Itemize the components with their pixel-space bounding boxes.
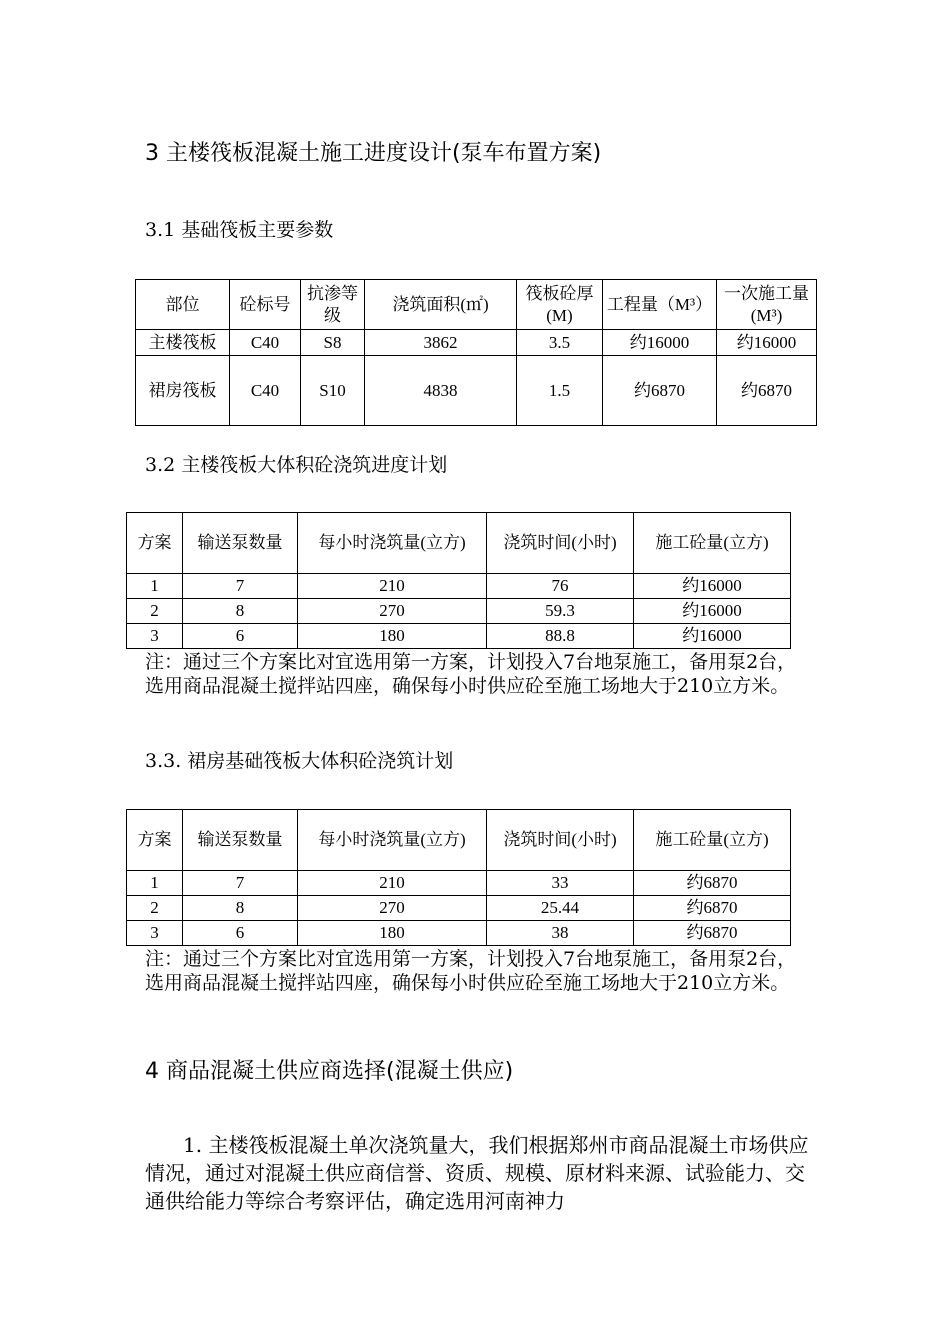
header-cell: 方案 [127, 513, 183, 574]
table-cell: 6 [183, 624, 298, 649]
table-cell: 3862 [365, 330, 517, 356]
header-cell: 抗渗等级 [301, 280, 365, 330]
section-4-paragraph: 1. 主楼筏板混凝土单次浇筑量大，我们根据郑州市商品混凝土市场供应情况，通过对混凝土供应商信誉、资质、规模、原材料来源、试验能力、交通供给能力等综合考察评估，确定选用河南神力 [145, 1133, 809, 1213]
table-cell: 180 [298, 624, 487, 649]
table-header-row [136, 280, 817, 330]
table-cell: 约6870 [634, 896, 791, 921]
table-cell: 2 [127, 599, 183, 624]
table-cell: 2 [127, 896, 183, 921]
table-cell: 210 [298, 871, 487, 896]
table-cell: 裙房筏板 [136, 356, 230, 426]
table-cell: 7 [183, 574, 298, 599]
table-cell: 1 [127, 871, 183, 896]
table-cell: 76 [487, 574, 634, 599]
table-cell: 4838 [365, 356, 517, 426]
header-cell: 工程量（M³） [603, 280, 717, 330]
table-cell: 59.3 [487, 599, 634, 624]
table-cell: 270 [298, 896, 487, 921]
table-cell: 主楼筏板 [136, 330, 230, 356]
header-cell: 输送泵数量 [183, 513, 298, 574]
table-cell: C40 [230, 356, 301, 426]
table-cell: 1.5 [517, 356, 603, 426]
header-cell: 施工砼量(立方) [634, 810, 791, 871]
table-cell: C40 [230, 330, 301, 356]
table-cell: 7 [183, 871, 298, 896]
header-cell: 每小时浇筑量(立方) [298, 810, 487, 871]
table-cell: 8 [183, 599, 298, 624]
header-cell: 浇筑面积(㎡) [365, 280, 517, 330]
header-cell: 每小时浇筑量(立方) [298, 513, 487, 574]
table-cell: 约16000 [603, 330, 717, 356]
header-cell: 方案 [127, 810, 183, 871]
table-header-row [127, 810, 791, 871]
table-cell: 88.8 [487, 624, 634, 649]
header-cell: 一次施工量(M³) [717, 280, 817, 330]
main-building-pour-plan-table [126, 512, 791, 649]
table-cell: 38 [487, 921, 634, 946]
section-3-title: 3 主楼筏板混凝土施工进度设计(泵车布置方案) [145, 141, 602, 166]
table-row [127, 624, 791, 649]
table-cell: 210 [298, 574, 487, 599]
table-cell: 3 [127, 624, 183, 649]
table-row [127, 896, 791, 921]
header-cell: 砼标号 [230, 280, 301, 330]
table-cell: 约16000 [634, 599, 791, 624]
table-cell: 8 [183, 896, 298, 921]
section-3-2-title: 3.2 主楼筏板大体积砼浇筑进度计划 [145, 454, 448, 476]
table-cell: 270 [298, 599, 487, 624]
section-3-3-title: 3.3. 裙房基础筏板大体积砼浇筑计划 [145, 750, 454, 772]
table-cell: 约16000 [634, 574, 791, 599]
table-cell: 约6870 [717, 356, 817, 426]
section-3-3-note: 注：通过三个方案比对宜选用第一方案，计划投入7台地泵施工，备用泵2台，选用商品混凝土搅拌站四座，确保每小时供应砼至施工场地大于210立方米。 [145, 948, 797, 994]
table-header-row [127, 513, 791, 574]
header-cell: 输送泵数量 [183, 810, 298, 871]
table-cell: 约6870 [634, 871, 791, 896]
section-4-title: 4 商品混凝土供应商选择(混凝土供应) [145, 1059, 514, 1084]
table-row [136, 330, 817, 356]
table-row [127, 871, 791, 896]
table-cell: 约6870 [634, 921, 791, 946]
header-cell: 施工砼量(立方) [634, 513, 791, 574]
table-cell: 1 [127, 574, 183, 599]
table-cell: 3 [127, 921, 183, 946]
foundation-parameters-table [135, 279, 817, 426]
table-cell: 约16000 [717, 330, 817, 356]
table-row [127, 574, 791, 599]
table-cell: 180 [298, 921, 487, 946]
header-cell: 浇筑时间(小时) [487, 810, 634, 871]
header-cell: 筏板砼厚(M) [517, 280, 603, 330]
table-cell: 3.5 [517, 330, 603, 356]
section-3-2-note: 注：通过三个方案比对宜选用第一方案，计划投入7台地泵施工，备用泵2台，选用商品混凝土搅拌站四座，确保每小时供应砼至施工场地大于210立方米。 [145, 651, 797, 697]
header-cell: 部位 [136, 280, 230, 330]
table-row [127, 599, 791, 624]
table-cell: 25.44 [487, 896, 634, 921]
table-cell: S8 [301, 330, 365, 356]
table-cell: 约6870 [603, 356, 717, 426]
header-cell: 浇筑时间(小时) [487, 513, 634, 574]
section-3-1-title: 3.1 基础筏板主要参数 [145, 219, 334, 241]
table-row [136, 356, 817, 426]
table-row [127, 921, 791, 946]
table-cell: 约16000 [634, 624, 791, 649]
table-cell: 33 [487, 871, 634, 896]
podium-pour-plan-table [126, 809, 791, 946]
table-cell: S10 [301, 356, 365, 426]
table-cell: 6 [183, 921, 298, 946]
